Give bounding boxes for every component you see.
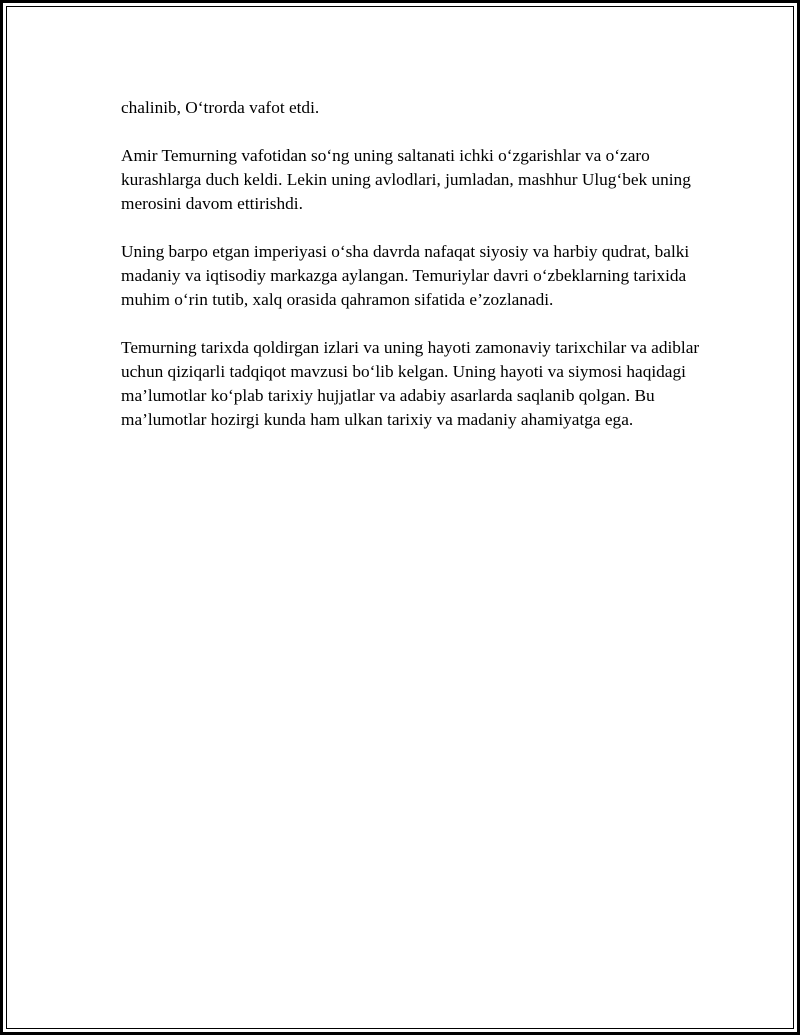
document-body	[121, 96, 701, 456]
paragraph-legacy: Temurning tarixda qoldirgan izlari va uning hayoti zamonaviy tarixchilar va adiblar uchun qiziqarli tadqiqot mavzusi bo‘lib kelgan. Uning hayoti va siymosi haqidagi ma’lumotlar ko‘plab tarixiy hujjatlar va adabiy asarlarda saqlanib qolgan. Bu ma’lumotlar hozirgi kunda ham ulkan tarixiy va madaniy ahamiyatga ega.	[121, 338, 700, 429]
paragraph-empire: Uning barpo etgan imperiyasi o‘sha davrda nafaqat siyosiy va harbiy qudrat, balki madaniy va iqtisodiy markazga aylangan. Temuriylar davri o‘zbeklarning tarixida muhim o‘rin tutib, xalq orasida qahramon sifatida e’zozlanadi.	[121, 242, 690, 309]
paragraph-after-death: Amir Temurning vafotidan so‘ng uning saltanati ichki o‘zgarishlar va o‘zaro kurashlarga duch keldi. Lekin uning avlodlari, jumladan, mashhur Ulug‘bek uning merosini davom ettirishdi.	[121, 146, 691, 213]
paragraph-continuation: chalinib, O‘trorda vafot etdi.	[121, 98, 320, 117]
